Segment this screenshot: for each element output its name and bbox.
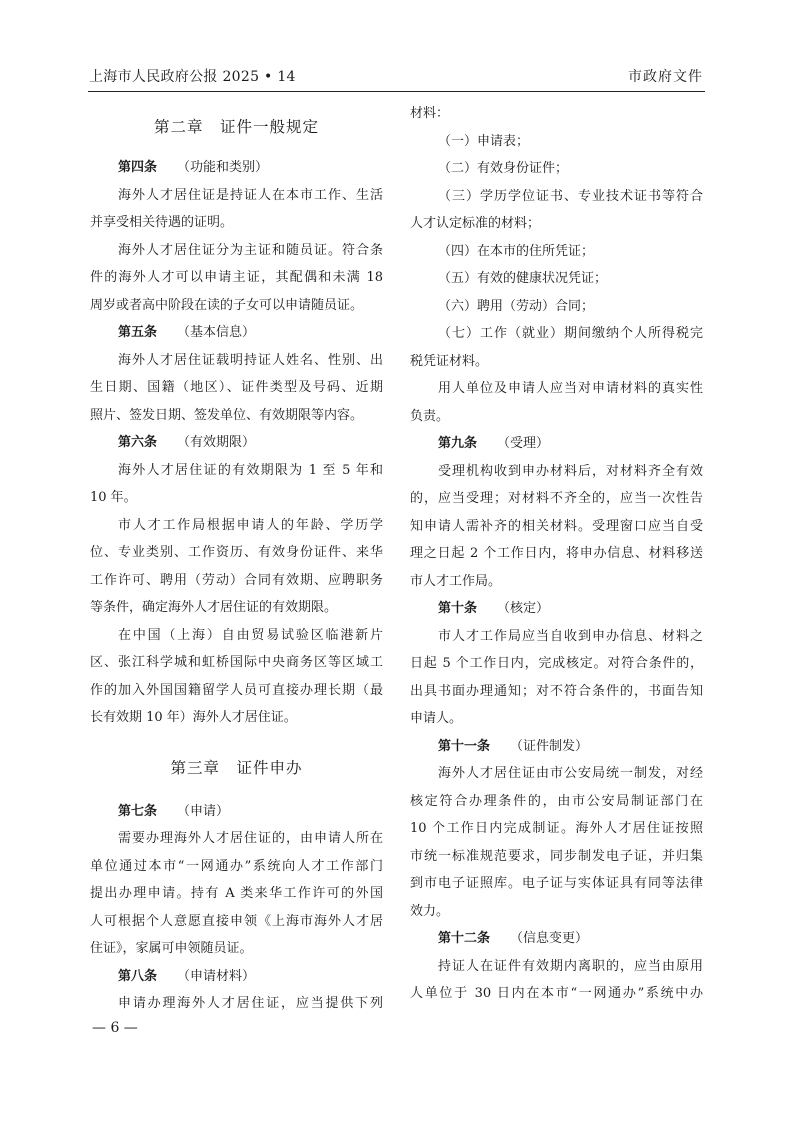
text-line: 负责。: [410, 408, 450, 424]
article-heading: [90, 963, 383, 991]
text-line: 知申请人需补齐的相关材料。受理窗口应当自受: [410, 518, 703, 534]
article-heading: [90, 154, 383, 182]
article-number: 第十条: [438, 601, 478, 616]
text-line: 市人才工作局应当自收到申办信息、材料之: [438, 628, 703, 644]
article-title: （有效期限）: [177, 435, 256, 450]
article-title: （申请）: [177, 803, 230, 819]
text-line: 10 年。: [90, 490, 137, 505]
text-line: 生日期、国籍（地区）、证件类型及号码、近期: [90, 380, 383, 395]
article-title: （申请材料）: [177, 968, 256, 984]
paragraph: [90, 347, 383, 430]
text-line: 海外人才居住证分为主证和随员证。符合条: [118, 242, 383, 258]
text-line: （二）有效身份证件；: [438, 161, 569, 176]
paragraph: [410, 238, 703, 266]
text-line: 人可根据个人意愿直接申领《上海市海外人才居: [90, 913, 383, 929]
text-line: 日起 5 个工作日内，完成核定。对符合条件的，: [410, 656, 703, 671]
text-line: 长有效期 10 年）海外人才居住证。: [90, 710, 297, 725]
text-line: 到市电子证照库。电子证与实体证具有同等法律: [410, 876, 703, 891]
text-line: （五）有效的健康状况凭证；: [438, 271, 608, 286]
text-line: 市统一标准规范要求，同步制发电子证，并归集: [410, 848, 703, 864]
text-line: 理之日起 2 个工作日内，将申办信息、材料移送: [410, 546, 703, 561]
text-line: 作的加入外国国籍留学人员可直接办理长期（最: [90, 682, 383, 698]
article-heading: [90, 319, 383, 347]
text-line: 申请办理海外人才居住证，应当提供下列: [118, 996, 383, 1011]
paragraph: [410, 953, 703, 1008]
text-line: 人单位于 30 日内在本市“一网通办”系统中办: [410, 986, 703, 1001]
text-line: 效力。: [410, 903, 450, 919]
article-heading: [410, 595, 703, 623]
paragraph: [90, 622, 383, 732]
article-title: （受理）: [497, 436, 550, 451]
article-number: 第八条: [118, 968, 158, 984]
text-line: 海外人才居住证的有效期限为 1 至 5 年和: [118, 462, 383, 478]
text-line: 海外人才居住证载明持证人姓名、性别、出: [118, 352, 383, 368]
paragraph: [90, 990, 383, 1018]
paragraph: [410, 128, 703, 156]
article-number: 第四条: [118, 160, 158, 175]
article-heading: [90, 429, 383, 457]
text-line: 材料：: [410, 106, 450, 121]
article-heading: [410, 430, 703, 458]
left-column: [90, 100, 383, 1018]
text-line: 海外人才居住证由市公安局统一制发，对经: [438, 766, 703, 781]
running-header-section: 市政府文件: [628, 69, 703, 85]
chapter-heading: 第三章 证件申办: [170, 758, 303, 777]
text-line: 持证人在证件有效期内离职的，应当由原用: [438, 958, 703, 974]
header-rule: [88, 91, 705, 92]
text-line: 人才认定标准的材料；: [410, 216, 541, 231]
article-number: 第六条: [118, 435, 158, 450]
text-line: 受理机构收到申办材料后，对材料齐全有效: [438, 463, 703, 479]
paragraph: [410, 293, 703, 321]
article-number: 第九条: [438, 436, 478, 451]
running-header-publication: 上海市人民政府公报 2025 • 14: [89, 69, 296, 85]
text-line: 周岁或者高中阶段在读的子女可以申请随员证。: [90, 297, 364, 313]
text-line: 核定符合办理条件的，由市公安局制证部门在: [410, 793, 703, 809]
text-line: 市人才工作局根据申请人的年龄、学历学: [118, 517, 383, 533]
text-line: （六）聘用（劳动）合同；: [438, 298, 595, 314]
article-title: （基本信息）: [177, 325, 256, 340]
paragraph: [410, 100, 703, 128]
article-number: 第七条: [118, 803, 158, 819]
text-line: 等条件，确定海外人才居住证的有效期限。: [90, 600, 338, 615]
text-line: 提出办理申请。持有 A 类来华工作许可的外国: [90, 886, 383, 901]
paragraph: [90, 825, 383, 963]
text-line: 出具书面办理通知；对不符合条件的，书面告知: [410, 683, 703, 699]
text-line: 位、专业类别、工作资历、有效身份证件、来华: [90, 545, 383, 560]
paragraph: [410, 265, 703, 293]
article-title: （核定）: [497, 601, 550, 616]
text-line: 税凭证材料。: [410, 353, 489, 369]
page-number: — 6 —: [92, 1020, 138, 1036]
text-line: 用人单位及申请人应当对申请材料的真实性: [438, 381, 703, 396]
article-title: （信息变更）: [510, 931, 589, 946]
text-line: 住证》，家属可申领随员证。: [90, 941, 253, 956]
article-number: 第十二条: [438, 931, 491, 946]
paragraph: [410, 375, 703, 430]
text-line: （一）申请表；: [438, 133, 530, 149]
text-line: 海外人才居住证是持证人在本市工作、生活: [118, 187, 383, 203]
text-line: 申请人。: [410, 711, 463, 726]
text-line: 并享受相关待遇的证明。: [90, 215, 234, 230]
text-line: （七）工作（就业）期间缴纳个人所得税完: [438, 326, 703, 341]
article-heading: [410, 925, 703, 953]
paragraph: [410, 760, 703, 925]
article-number: 第五条: [118, 325, 158, 340]
article-heading: [90, 798, 383, 826]
paragraph: [410, 183, 703, 238]
chapter-heading: 第二章 证件一般规定: [153, 118, 319, 136]
paragraph: [410, 623, 703, 733]
text-line: （四）在本市的住所凭证；: [438, 243, 595, 259]
paragraph: [410, 155, 703, 183]
text-line: 10 个工作日内完成制证。海外人才居住证按照: [410, 821, 703, 836]
text-line: 市人才工作局。: [410, 573, 502, 589]
text-line: 的，应当受理；对材料不齐全的，应当一次性告: [410, 491, 703, 506]
text-line: 工作许可、聘用（劳动）合同有效期、应聘职务: [90, 572, 383, 588]
paragraph: [90, 457, 383, 512]
text-line: 单位通过本市“一网通办”系统向人才工作部门: [90, 858, 383, 874]
text-line: 区、张江科学城和虹桥国际中央商务区等区域工: [90, 655, 383, 670]
text-line: 照片、签发日期、签发单位、有效期限等内容。: [90, 407, 364, 423]
right-column: [410, 100, 703, 1008]
text-line: 件的海外人才可以申请主证，其配偶和未满 18: [90, 270, 383, 285]
article-number: 第十一条: [438, 738, 491, 754]
paragraph: [410, 458, 703, 596]
text-line: 在中国（上海）自由贸易试验区临港新片: [118, 627, 383, 643]
paragraph: [90, 182, 383, 237]
article-title: （功能和类别）: [177, 160, 269, 175]
article-title: （证件制发）: [510, 738, 589, 754]
article-heading: [410, 733, 703, 761]
text-line: 需要办理海外人才居住证的，由申请人所在: [118, 831, 383, 846]
paragraph: [90, 512, 383, 622]
paragraph: [90, 237, 383, 320]
paragraph: [410, 320, 703, 375]
text-line: （三）学历学位证书、专业技术证书等符合: [438, 188, 703, 204]
